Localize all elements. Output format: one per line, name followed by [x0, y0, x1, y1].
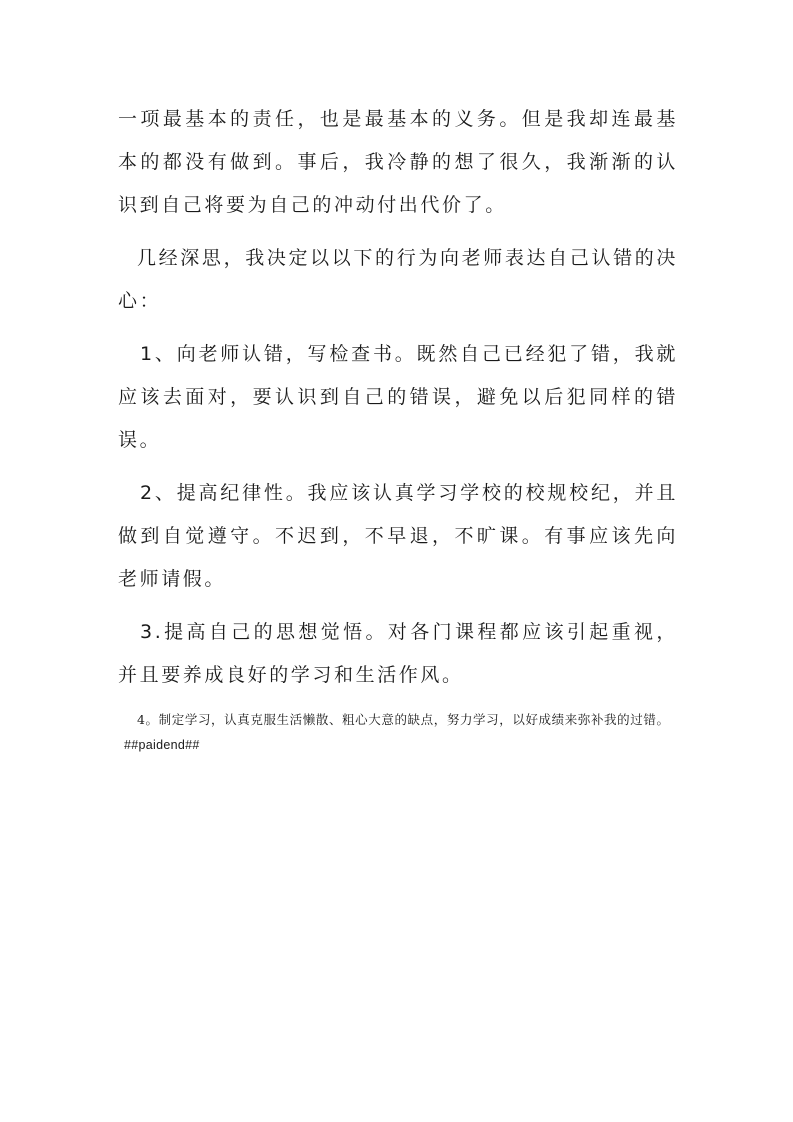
paragraph-item-4-text: 4。制定学习，认真克服生活懒散、粗心大意的缺点，努力学习，以好成绩来弥补我的过错。 [137, 712, 670, 727]
paragraph-item-2: 2、提高纪律性。我应该认真学习学校的校规校纪，并且做到自觉遵守。不迟到，不早退，不旷课。有事应该先向老师请假。 [118, 482, 678, 590]
paragraph-item-4 [118, 707, 678, 758]
document-body [118, 98, 678, 758]
paragraph-item-1: 1、向老师认错，写检查书。既然自己已经犯了错，我就应该去面对，要认识到自己的错误，避免以后犯同样的错误。 [118, 343, 678, 451]
paragraph-item-3: 3.提高自己的思想觉悟。对各门课程都应该引起重视，并且要养成良好的学习和生活作风。 [118, 621, 678, 686]
paid-end-tag: ##paidend## [124, 738, 200, 752]
paragraph-responsibility: 一项最基本的责任，也是最基本的义务。但是我却连最基本的都没有做到。事后，我冷静的想了很久，我渐渐的认识到自己将要为自己的冲动付出代价了。 [118, 108, 678, 216]
paragraph-resolution: 几经深思，我决定以以下的行为向老师表达自己认错的决心： [118, 247, 678, 312]
